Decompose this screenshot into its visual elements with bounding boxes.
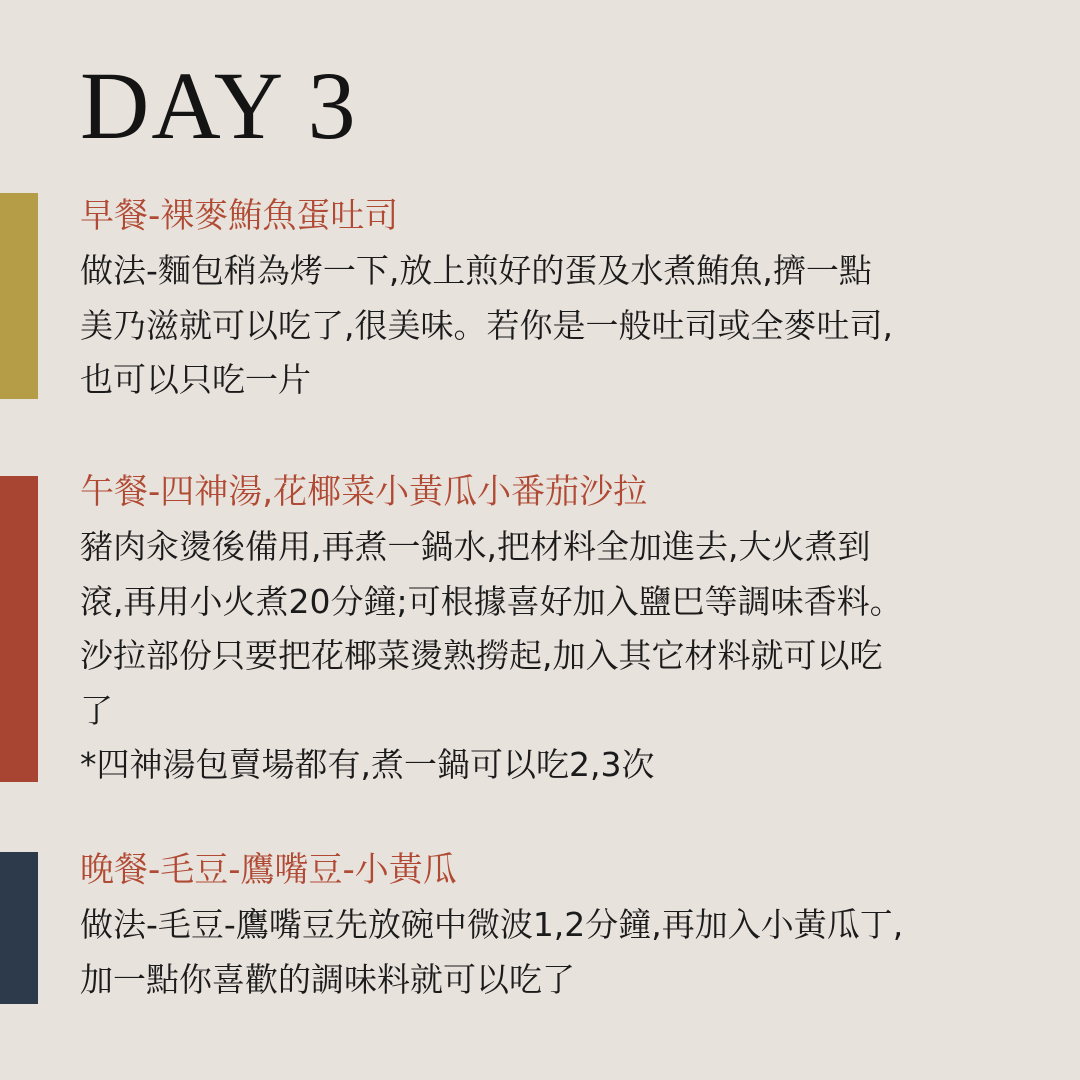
lunch-line-3: 沙拉部份只要把花椰菜燙熟撈起,加入其它材料就可以吃 xyxy=(80,636,883,675)
lunch-note: *四神湯包賣場都有,煮一鍋可以吃2,3次 xyxy=(80,745,655,784)
breakfast-line-3: 也可以只吃一片 xyxy=(80,360,311,399)
lunch-line-4: 了 xyxy=(80,690,113,730)
breakfast-section xyxy=(80,188,1040,408)
breakfast-line-1: 做法-麵包稍為烤一下,放上煎好的蛋及水煮鮪魚,擠一點 xyxy=(80,251,872,290)
lunch-section xyxy=(80,464,1040,793)
breakfast-line-2: 美乃滋就可以吃了,很美味。若你是一般吐司或全麥吐司, xyxy=(80,305,893,345)
lunch-heading: 午餐-四神湯,花椰菜小黃瓜小番茄沙拉 xyxy=(80,472,648,512)
dinner-line-1: 做法-毛豆-鷹嘴豆先放碗中微波1,2分鐘,再加入小黃瓜丁, xyxy=(80,905,904,944)
breakfast-accent-bar xyxy=(0,193,38,399)
dinner-heading: 晚餐-毛豆-鷹嘴豆-小黃瓜 xyxy=(80,850,457,890)
dinner-accent-bar xyxy=(0,852,38,1004)
lunch-accent-bar xyxy=(0,476,38,782)
lunch-line-2: 滾,再用小火煮20分鐘;可根據喜好加入鹽巴等調味香料。 xyxy=(80,581,903,621)
dinner-line-2: 加一點你喜歡的調味料就可以吃了 xyxy=(80,959,575,999)
breakfast-heading: 早餐-裸麥鮪魚蛋吐司 xyxy=(80,196,399,236)
page-title: DAY 3 xyxy=(80,52,358,159)
dinner-section xyxy=(80,842,1040,1007)
lunch-line-1: 豬肉汆燙後備用,再煮一鍋水,把材料全加進去,大火煮到 xyxy=(80,527,871,566)
